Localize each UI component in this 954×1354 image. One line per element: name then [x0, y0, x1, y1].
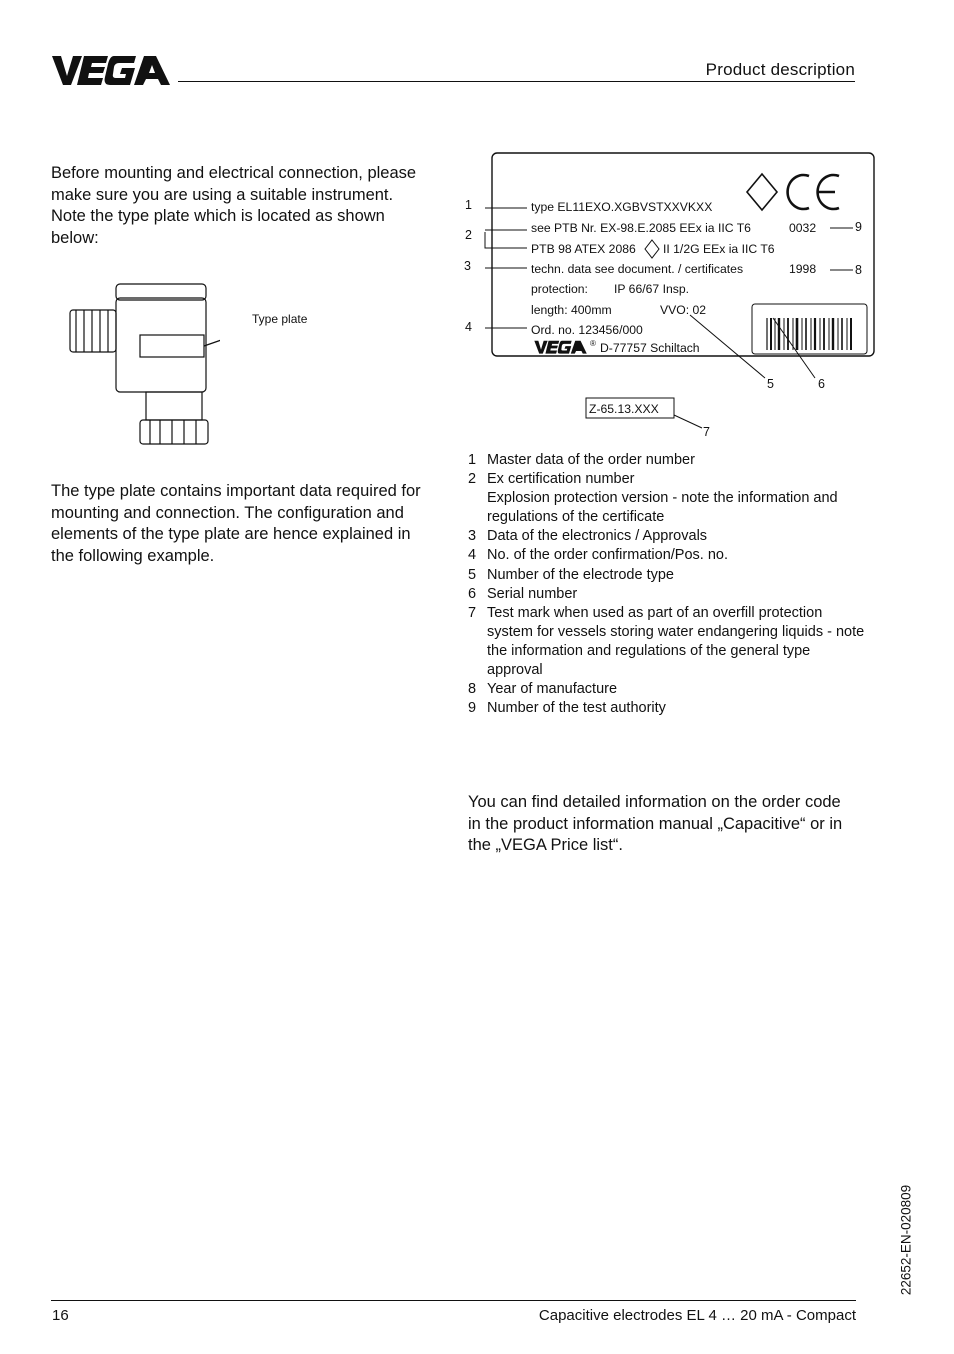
type-plate-label: Type plate [252, 312, 308, 326]
legend-text: Master data of the order number [487, 452, 695, 468]
legend-num: 4 [468, 547, 477, 564]
type-plate-diagram [455, 150, 885, 450]
vega-logo [52, 52, 172, 88]
plate-address: D-77757 Schiltach [600, 341, 700, 355]
legend-num: 5 [468, 566, 477, 583]
footer-rule [51, 1300, 856, 1301]
legend-text: Ex certification number [487, 471, 635, 488]
legend-num: 8 [468, 681, 477, 698]
plate-test-mark: Z-65.13.XXX [589, 402, 659, 416]
callout-1: 1 [465, 198, 472, 212]
intro-paragraph: Before mounting and electrical connection, please make sure you are using a suitable instrument. Note the type plate which is located as shown below: [51, 164, 417, 247]
legend-text: Number of the electrode type [487, 566, 674, 583]
legend-item [468, 604, 868, 680]
barcode-icon [767, 318, 851, 350]
type-plate-legend [468, 451, 868, 718]
plate-atex-left: PTB 98 ATEX 2086 [531, 242, 636, 256]
legend-text: Year of manufacture [487, 681, 618, 698]
legend-num: 6 [468, 585, 477, 602]
plate-protection-value: IP 66/67 Insp. [614, 282, 689, 296]
plate-protection-label: protection: [531, 282, 588, 296]
callout-8: 8 [855, 263, 862, 277]
legend-item [468, 489, 868, 527]
barcode-frame [752, 304, 867, 354]
legend-num [468, 489, 487, 527]
callout-9: 9 [855, 220, 862, 234]
legend-text: Serial number [487, 585, 578, 602]
legend-text: Data of the electronics / Approvals [487, 528, 708, 545]
legend-item [468, 566, 868, 585]
section-title: Product description [705, 60, 855, 79]
plate-ptb-line: see PTB Nr. EX-98.E.2085 EEx ia IIC T6 [531, 221, 751, 235]
legend-num: 3 [468, 528, 477, 545]
type-plate-outline [140, 335, 204, 357]
legend-num: 1 [468, 452, 477, 468]
plate-type-line: type EL11EXO.XGBVSTXXVKXX [531, 200, 713, 214]
legend-num: 2 [468, 471, 477, 488]
legend-item [468, 546, 868, 565]
legend-item [468, 699, 868, 718]
plate-registered: ® [590, 339, 596, 348]
page-number: 16 [52, 1307, 69, 1324]
callout-5: 5 [767, 377, 774, 391]
plate-authority-no: 0032 [789, 221, 817, 235]
footer-title: Capacitive electrodes EL 4 … 20 mA - Compact [538, 1307, 856, 1324]
legend-item [468, 451, 868, 470]
plate-atex-right: II 1/2G EEx ia IIC T6 [663, 242, 775, 256]
plate-length: length: 400mm [531, 303, 612, 317]
legend-text: Test mark when used as part of an overfill protection system for vessels storing water endangering liquids - note the information and regulations of the general type approval [487, 604, 865, 679]
order-info-paragraph: You can find detailed information on the order code in the product information manual „Capacitive“ or in the „VEGA Price list“. [468, 793, 843, 854]
legend-num: 7 [468, 604, 477, 621]
legend-text: Explosion protection version - note the information and regulations of the certificate [487, 490, 838, 526]
legend-text: Number of the test authority [487, 700, 666, 717]
plate-techn-line: techn. data see document. / certificates [531, 262, 744, 276]
header-rule [178, 81, 855, 82]
ex-small-icon [645, 240, 659, 258]
callout-2: 2 [465, 228, 472, 242]
type-plate-paragraph: The type plate contains important data required for mounting and connection. The configuration and elements of the type plate are hence explained in the following example. [51, 482, 421, 565]
callout-6: 6 [818, 377, 825, 391]
legend-num: 9 [468, 700, 477, 717]
plate-vvo: VVO: 02 [660, 303, 707, 317]
legend-item [468, 680, 868, 699]
plate-vega-logo [531, 339, 591, 355]
plate-ord-no: Ord. no. 123456/000 [531, 323, 643, 337]
legend-item [468, 527, 868, 546]
document-code: 22652-EN-020809 [898, 1184, 914, 1296]
device-drawing [60, 280, 220, 450]
callout-3: 3 [464, 259, 471, 273]
ex-symbol-icon [747, 174, 777, 210]
legend-item [468, 585, 868, 604]
callout-4: 4 [465, 320, 472, 334]
legend-item [468, 470, 868, 489]
plate-year: 1998 [789, 262, 817, 276]
ce-mark-icon [788, 175, 839, 209]
legend-text: No. of the order confirmation/Pos. no. [487, 547, 728, 564]
callout-7: 7 [703, 425, 710, 439]
